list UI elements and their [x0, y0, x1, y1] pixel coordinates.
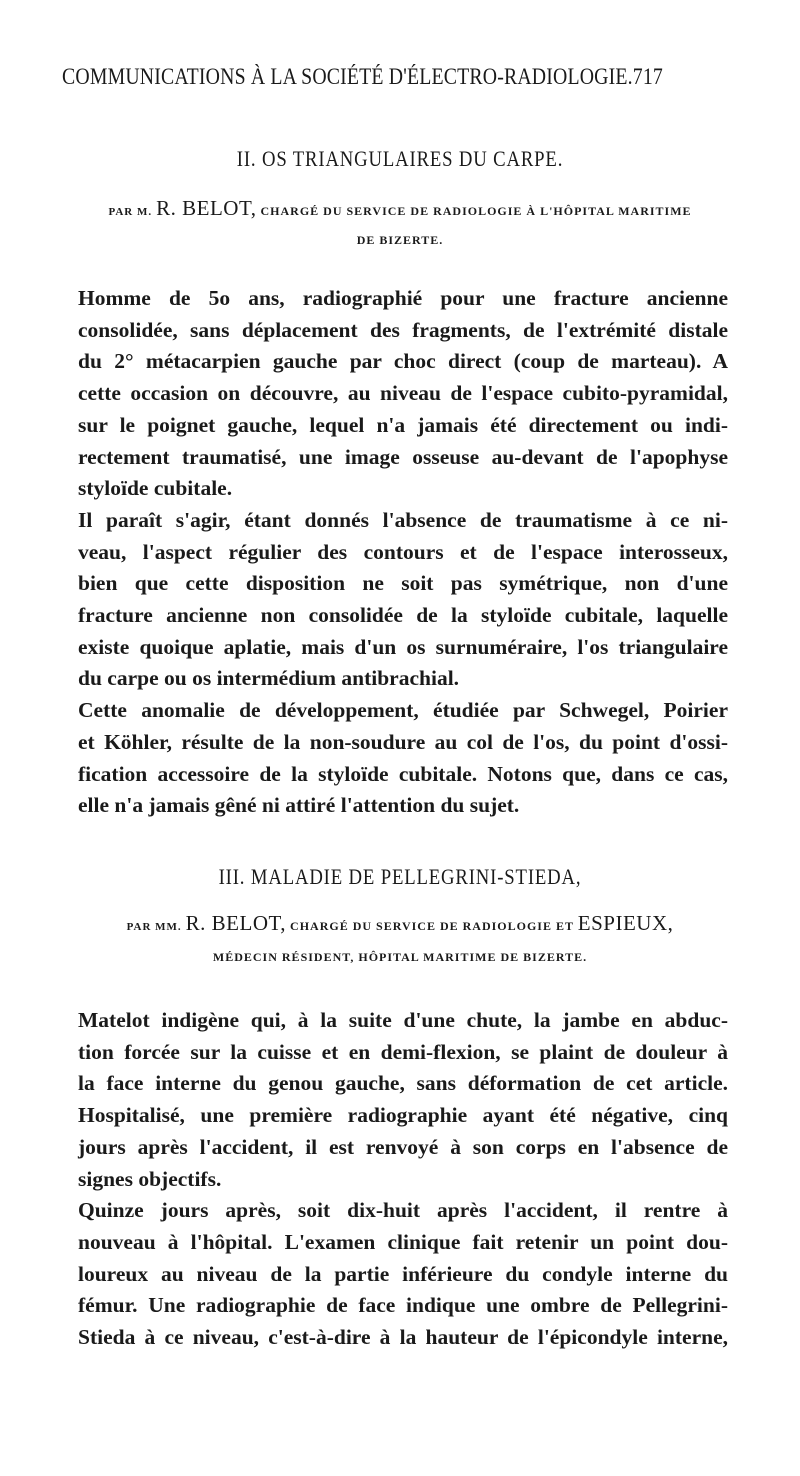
- text-line: sur le poignet gauche, lequel n'a jamais été directement ou indi-: [78, 412, 728, 437]
- text-line: rectement traumatisé, une image osseuse au-devant de l'apophyse: [78, 444, 728, 469]
- section-3-byline-line2: MÉDECIN RÉSIDENT, HÔPITAL MARITIME DE BIZERTE.: [212, 950, 588, 964]
- text-line: Hospitalisé, une première radiographie ayant été négative, cinq: [78, 1103, 728, 1128]
- section-2-byline: [0, 196, 800, 221]
- text-line: tion forcée sur la cuisse et en demi-flexion, se plaint de douleur à: [78, 1039, 728, 1064]
- text-line: loureux au niveau de la partie inférieure du condyle interne du: [78, 1261, 728, 1286]
- section-2-heading: II. OS TRIANGULAIRES DU CARPE.: [236, 146, 564, 171]
- text-line: fémur. Une radiographie de face indique une ombre de Pellegrini-: [78, 1293, 728, 1318]
- text-line: styloïde cubitale.: [78, 476, 233, 501]
- running-head-title: COMMUNICATIONS À LA SOCIÉTÉ D'ÉLECTRO-RADIOLOGIE.: [62, 64, 633, 89]
- text-line: signes objectifs.: [78, 1166, 222, 1191]
- text-line: Il paraît s'agir, étant donnés l'absence de traumatisme à ce ni-: [78, 507, 728, 532]
- text-line: fication accessoire de la styloïde cubitale. Notons que, dans ce cas,: [78, 761, 728, 786]
- byline-par: PAR MM.: [126, 921, 182, 933]
- text-line: du 2° métacarpien gauche par choc direct (coup de marteau). A: [78, 349, 728, 374]
- text-line: Matelot indigène qui, à la suite d'une chute, la jambe en abduc-: [78, 1008, 728, 1032]
- text-line: et Köhler, résulte de la non-soudure au col de l'os, du point d'ossi-: [78, 729, 728, 754]
- section-2-body: [78, 283, 728, 822]
- section-2-byline-line2: DE BIZERTE.: [356, 233, 444, 247]
- text-line: Stieda à ce niveau, c'est-à-dire à la hauteur de l'épicondyle interne,: [78, 1325, 728, 1350]
- byline-author-2: ESPIEUX,: [577, 911, 674, 935]
- section-3-body: [78, 1005, 728, 1354]
- text-line: elle n'a jamais gêné ni attiré l'attention du sujet.: [78, 793, 520, 818]
- text-line: veau, l'aspect régulier des contours et de l'espace interosseux,: [78, 539, 728, 564]
- running-head: [62, 64, 663, 90]
- text-line: consolidée, sans déplacement des fragments, de l'extrémité distale: [78, 317, 728, 342]
- page-number: 717: [632, 64, 663, 89]
- byline-author: R. BELOT,: [185, 911, 287, 935]
- text-line: du carpe ou os intermédium antibrachial.: [78, 666, 460, 691]
- text-line: fracture ancienne non consolidée de la styloïde cubitale, laquelle: [78, 603, 728, 628]
- text-line: nouveau à l'hôpital. L'examen clinique fait retenir un point dou-: [78, 1229, 728, 1254]
- text-line: la face interne du genou gauche, sans déformation de cet article.: [78, 1071, 728, 1096]
- text-line: Cette anomalie de développement, étudiée par Schwegel, Poirier: [78, 698, 728, 723]
- text-line: bien que cette disposition ne soit pas symétrique, non d'une: [78, 571, 728, 596]
- section-3-heading: III. MALADIE DE PELLEGRINI-STIEDA,: [218, 864, 582, 889]
- byline-affiliation: CHARGÉ DU SERVICE DE RADIOLOGIE À L'HÔPITAL MARITIME: [260, 204, 692, 218]
- text-line: existe quoique aplatie, mais d'un os surnuméraire, l'os triangulaire: [78, 634, 728, 659]
- section-3-byline: [0, 911, 800, 936]
- byline-par: PAR M.: [108, 206, 153, 218]
- byline-affiliation: CHARGÉ DU SERVICE DE RADIOLOGIE ET: [290, 919, 574, 933]
- text-line: Homme de 5o ans, radiographié pour une fracture ancienne: [78, 286, 728, 310]
- byline-author: R. BELOT,: [156, 196, 257, 220]
- text-line: cette occasion on découvre, au niveau de l'espace cubito-pyramidal,: [78, 381, 728, 406]
- text-line: jours après l'accident, il est renvoyé à son corps en l'absence de: [78, 1134, 728, 1159]
- text-line: Quinze jours après, soit dix-huit après l'accident, il rentre à: [78, 1198, 728, 1223]
